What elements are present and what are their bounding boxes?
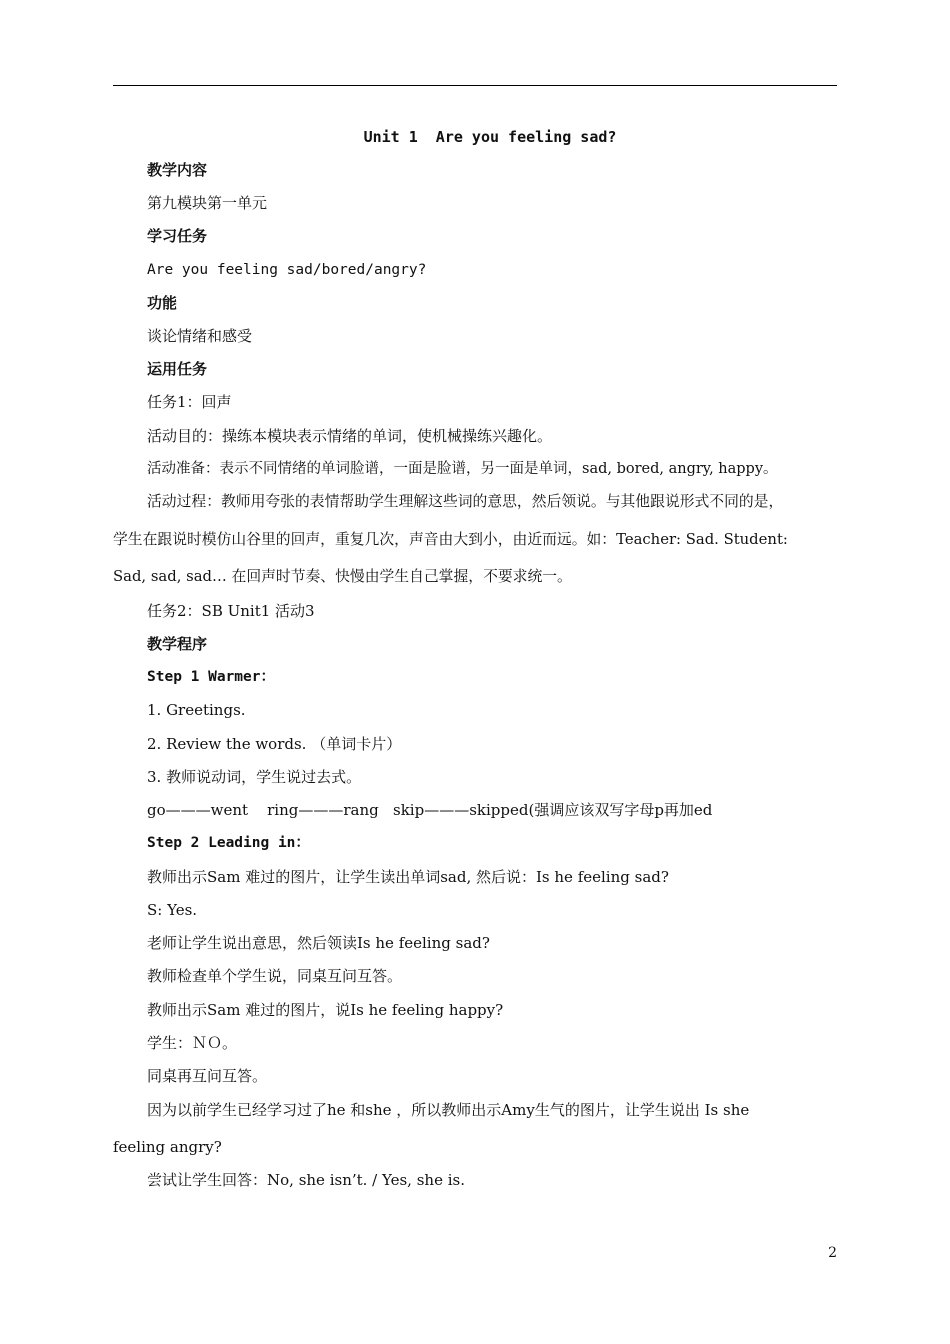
step-1-item: 2. Review the words. （单词卡片） [147, 735, 402, 753]
heading-learning-tasks: 学习任务 [147, 227, 208, 245]
activity-purpose: 活动目的：操练本模块表示情绪的单词，使机械操练兴趣化。 [147, 427, 553, 445]
learning-tasks-text: Are you feeling sad/bored/angry? [147, 262, 427, 278]
step-1-heading: Step 1 Warmer： [147, 669, 275, 685]
step-2-line: 教师出示Sam 难过的图片，说Is he feeling happy? [147, 1001, 504, 1019]
step-2-line: 同桌再互问互答。 [147, 1067, 268, 1085]
function-text: 谈论情绪和感受 [147, 327, 253, 345]
task-2-label: 任务2：SB Unit1 活动3 [147, 602, 315, 620]
activity-process-line-1: 活动过程：教师用夸张的表情帮助学生理解这些词的意思，然后领说。与其他跟说形式不同的是， [147, 493, 784, 510]
header-rule [113, 85, 837, 86]
page-number: 2 [828, 1245, 837, 1261]
heading-teaching-procedure: 教学程序 [147, 635, 208, 653]
step-2-line: 学生：ＮＯ。 [147, 1034, 238, 1052]
verb-past-tense-list: go———went ring———rang skip———skipped(强调应该双写字母p再加ed [147, 801, 713, 819]
heading-application-tasks: 运用任务 [147, 360, 208, 378]
try-answer-line: 尝试让学生回答：No, she isn’t. / Yes, she is. [147, 1171, 465, 1189]
document-title: Unit 1 Are you feeling sad? [363, 128, 617, 146]
task-1-label: 任务1：回声 [147, 393, 232, 411]
step-1-item: 1. Greetings. [147, 701, 246, 719]
step-2-line: 教师检查单个学生说，同桌互问互答。 [147, 967, 403, 985]
activity-process-line-3: Sad, sad, sad… 在回声时节奏、快慢由学生自己掌握，不要求统一。 [113, 568, 572, 585]
step-2-line: 老师让学生说出意思，然后领读Is he feeling sad? [147, 934, 490, 952]
step-2-line: S: Yes. [147, 901, 198, 919]
heading-teaching-content: 教学内容 [147, 161, 208, 179]
teaching-content-text: 第九模块第一单元 [147, 194, 268, 212]
activity-preparation: 活动准备：表示不同情绪的单词脸谱，一面是脸谱，另一面是单词，sad, bored, angry, happy。 [147, 461, 778, 477]
because-paragraph-line-1: 因为以前学生已经学习过了he 和she ，所以教师出示Amy生气的图片，让学生说出 Is she [147, 1101, 750, 1119]
step-2-line: 教师出示Sam 难过的图片，让学生读出单词sad, 然后说：Is he feeling sad? [147, 868, 669, 886]
step-1-item: 3. 教师说动词，学生说过去式。 [147, 768, 362, 786]
because-paragraph-line-2: feeling angry? [113, 1138, 222, 1156]
step-2-heading: Step 2 Leading in： [147, 835, 310, 851]
heading-function: 功能 [147, 294, 178, 312]
activity-process-line-2: 学生在跟说时模仿山谷里的回声，重复几次，声音由大到小，由近而远。如：Teacher: Sad. Student: [113, 531, 788, 548]
